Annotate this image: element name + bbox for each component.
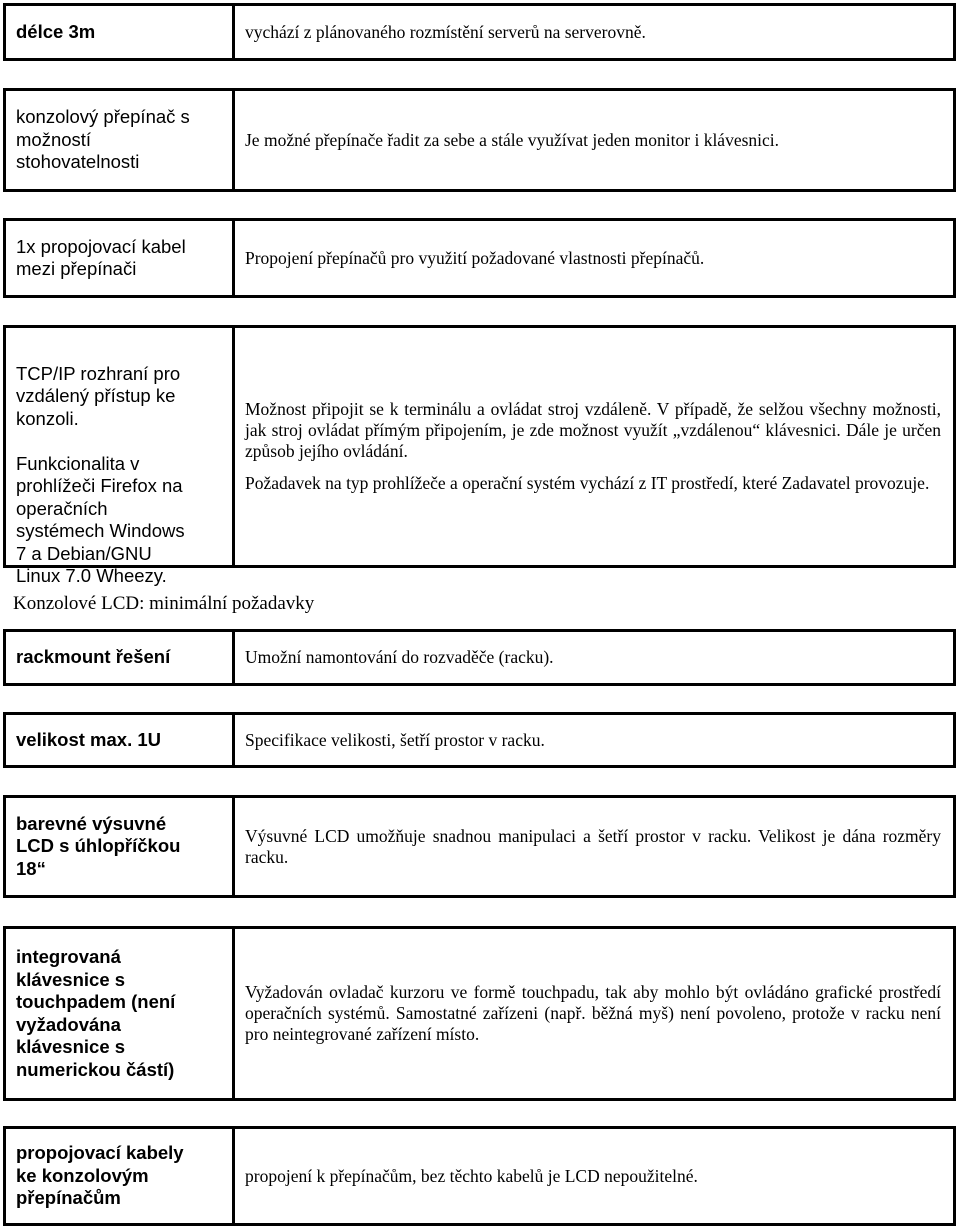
requirement-description xyxy=(235,929,953,1098)
description-paragraph: Výsuvné LCD umožňuje snadnou manipulaci a šetří prostor v racku. Velikost je dána rozměry racku. xyxy=(245,825,941,867)
description-paragraph: Požadavek na typ prohlížeče a operační systém vychází z IT prostředí, které Zadavatel provozuje. xyxy=(245,473,930,493)
table-row xyxy=(3,325,956,586)
requirement-term: délce 3m xyxy=(6,6,235,58)
section-heading: Konzolové LCD: minimální požadavky xyxy=(13,593,315,614)
description-paragraph: Vyžadován ovladač kurzoru ve formě touchpadu, tak aby mohlo být ovládáno grafické prostředí operačních systémů. Samostatné zařízeni (např. běžná myš) není povoleno, protože v racku není pro neintegrované zařízení místo. xyxy=(245,982,941,1044)
table-row xyxy=(3,3,956,61)
requirement-description xyxy=(235,221,953,295)
table-row xyxy=(3,88,956,192)
table-row xyxy=(3,218,956,298)
description-paragraph: Možnost připojit se k terminálu a ovládat stroj vzdáleně. V případě, že selžou všechny možnosti, jak stroj ovládat přímým připojením, je zde možnost využít „vzdálenou“ klávesnici. Dále je určen způsob jejího ovládání. xyxy=(245,399,941,461)
requirement-term-continued: Funkcionalita v prohlížeči Firefox na operačních systémech Windows 7 a Debian/GNU Linux 7.0 Wheezy. xyxy=(16,452,185,586)
requirement-term: integrovaná klávesnice s touchpadem (není vyžadována klávesnice s numerickou částí) xyxy=(6,929,235,1098)
description-paragraph: Specifikace velikosti, šetří prostor v racku. xyxy=(245,729,545,750)
requirement-term: 1x propojovací kabel mezi přepínači xyxy=(6,221,235,295)
requirement-description xyxy=(235,328,953,565)
requirement-term-main: TCP/IP rozhraní pro vzdálený přístup ke konzoli. xyxy=(16,362,181,429)
requirement-term: barevné výsuvné LCD s úhlopříčkou 18“ xyxy=(6,798,235,895)
requirement-term: velikost max. 1U xyxy=(6,715,235,765)
description-paragraph: vychází z plánovaného rozmístění serverů na serverovně. xyxy=(245,21,646,42)
requirement-term: konzolový přepínač s možností stohovatelnosti xyxy=(6,91,235,189)
description-paragraph: Je možné přepínače řadit za sebe a stále využívat jeden monitor i klávesnici. xyxy=(245,129,780,150)
requirement-description xyxy=(235,798,953,895)
table-row xyxy=(3,795,956,898)
requirement-description xyxy=(235,91,953,189)
requirement-description xyxy=(235,1129,953,1223)
table-row xyxy=(3,629,956,686)
requirement-term: propojovací kabely ke konzolovým přepínačům xyxy=(6,1129,235,1223)
table-row xyxy=(3,926,956,1101)
requirement-description xyxy=(235,6,953,58)
table-row xyxy=(3,1126,956,1226)
description-paragraph: Umožní namontování do rozvaděče (racku). xyxy=(245,647,554,667)
requirement-description xyxy=(235,632,953,683)
requirement-term xyxy=(6,328,235,586)
requirement-term: rackmount řešení xyxy=(6,632,235,683)
description-paragraph: Propojení přepínačů pro využití požadované vlastnosti přepínačů. xyxy=(245,247,705,268)
requirement-description xyxy=(235,715,953,765)
table-row xyxy=(3,712,956,768)
description-paragraph: propojení k přepínačům, bez těchto kabelů je LCD nepoužitelné. xyxy=(245,1165,698,1186)
